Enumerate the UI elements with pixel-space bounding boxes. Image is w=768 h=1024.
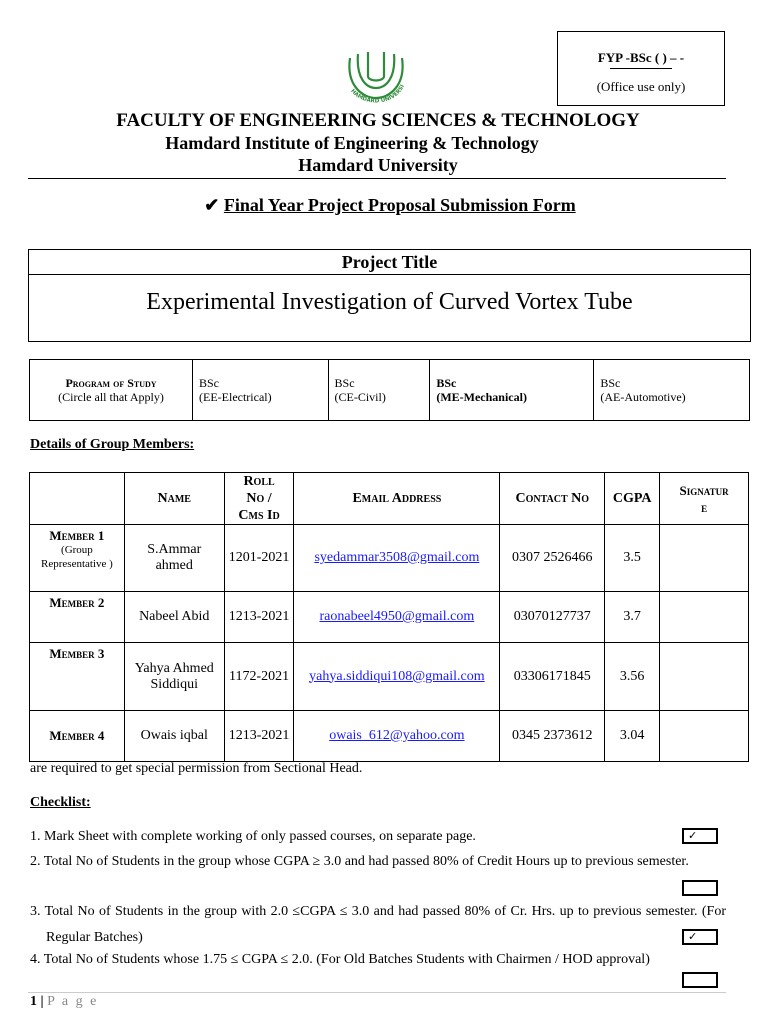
program-degree: BSc [334, 376, 355, 390]
checklist-checkbox-3[interactable]: ✓ [682, 929, 718, 945]
group-members-table [29, 472, 749, 762]
member-roll[interactable]: 1213-2021 [224, 592, 294, 643]
member-email[interactable] [294, 711, 500, 762]
table-row [30, 711, 749, 762]
email-link[interactable]: yahya.siddiqui108@gmail.com [309, 668, 485, 684]
member-email[interactable] [294, 643, 500, 711]
member-cgpa[interactable]: 3.56 [605, 643, 660, 711]
program-option-me[interactable] [430, 360, 594, 421]
footer-rule [28, 992, 726, 993]
header-roll-line: Roll [243, 474, 275, 489]
form-title [0, 195, 768, 216]
table-header-row [30, 473, 749, 525]
header-email: Email Address [294, 473, 500, 525]
header-member [30, 473, 125, 525]
member-label [30, 711, 125, 762]
program-name: (CE-Civil) [334, 390, 386, 404]
member-contact[interactable]: 03070127737 [500, 592, 605, 643]
university-heading: Hamdard University [298, 155, 458, 175]
program-name: (EE-Electrical) [199, 390, 272, 404]
logo-inner-u [368, 52, 384, 81]
header-signature-line: e [701, 499, 708, 515]
member-contact[interactable]: 0307 2526466 [500, 525, 605, 592]
project-title-value[interactable]: Experimental Investigation of Curved Vortex Tube [146, 289, 633, 315]
header-signature [660, 473, 749, 525]
checklist-checkbox-1[interactable]: ✓ [682, 828, 718, 844]
form-title-text: Final Year Project Proposal Submission Form [223, 195, 576, 215]
program-name: (AE-Automotive) [600, 390, 686, 404]
program-label: Program of Study [65, 376, 157, 390]
header-roll [224, 473, 294, 525]
svg-text:HAMDARD UNIVERSITY [338, 46, 406, 105]
checklist-num: 4. [30, 952, 41, 967]
checklist-text: Total No of Students in the group with 2.0 ≤CGPA ≤ 3.0 and had passed 80% of Cr. Hrs. up to previous semester. (For Regular Batches) [44, 904, 726, 945]
fyp-code-underline [610, 68, 672, 69]
program-of-study-table [29, 359, 750, 421]
member-signature[interactable] [660, 592, 749, 643]
checklist-num: 3. [30, 904, 41, 919]
member-signature[interactable] [660, 643, 749, 711]
checklist-heading: Checklist: [30, 795, 91, 810]
office-use-note: (Office use only) [596, 79, 686, 94]
member-label-text: Member 4 [49, 728, 105, 743]
member-roll[interactable]: 1172-2021 [224, 643, 294, 711]
checklist-item [30, 899, 726, 951]
page-word: P a g e [47, 994, 99, 1009]
member-contact[interactable]: 0345 2373612 [500, 711, 605, 762]
header-cgpa: CGPA [605, 473, 660, 525]
group-details-heading: Details of Group Members: [30, 437, 195, 452]
member-cgpa[interactable]: 3.7 [605, 592, 660, 643]
member-signature[interactable] [660, 711, 749, 762]
logo-middle-arc [358, 54, 395, 88]
fyp-code: FYP -BSc ( ) – - [597, 50, 685, 65]
faculty-heading: FACULTY OF ENGINEERING SCIENCES & TECHNOLOGY [116, 110, 640, 131]
member-name[interactable]: Nabeel Abid [124, 592, 224, 643]
program-degree: BSc [436, 376, 457, 390]
institute-heading: Hamdard Institute of Engineering & Technology [165, 133, 539, 153]
checklist-checkbox-4[interactable] [682, 972, 718, 988]
project-title-box [28, 249, 751, 342]
checklist-text: Mark Sheet with complete working of only passed courses, on separate page. [44, 829, 476, 844]
member-name[interactable]: S.Ammar ahmed [124, 525, 224, 592]
table-row [30, 643, 749, 711]
checklist-num: 1. [30, 829, 41, 844]
member-label [30, 592, 125, 643]
program-option-ae[interactable] [594, 360, 750, 421]
member-sublabel: (Group Representative ) [41, 544, 113, 570]
page-separator: | [40, 994, 44, 1009]
member-roll[interactable]: 1201-2021 [224, 525, 294, 592]
email-link[interactable]: raonabeel4950@gmail.com [319, 609, 475, 624]
header-contact: Contact No [500, 473, 605, 525]
table-row [30, 525, 749, 592]
checklist-text: Total No of Students in the group whose CGPA ≥ 3.0 and had passed 80% of Credit Hours up to previous semester. [43, 854, 689, 869]
program-name: (ME-Mechanical) [436, 390, 527, 404]
checklist-item [30, 849, 726, 875]
header-name: Name [124, 473, 224, 525]
member-name[interactable]: Yahya Ahmed Siddiqui [124, 643, 224, 711]
checklist-item [30, 824, 726, 849]
checkmark-icon: ✔ [204, 195, 220, 215]
project-title-heading: Project Title [29, 250, 750, 275]
checklist-checkbox-2[interactable] [682, 880, 718, 896]
member-contact[interactable]: 03306171845 [500, 643, 605, 711]
university-logo [338, 46, 414, 108]
office-use-box [557, 31, 725, 106]
member-label [30, 525, 125, 592]
page-footer [30, 994, 98, 1010]
member-cgpa[interactable]: 3.04 [605, 711, 660, 762]
member-email[interactable] [294, 592, 500, 643]
program-sublabel: (Circle all that Apply) [58, 390, 164, 404]
member-label [30, 643, 125, 711]
email-link[interactable]: owais_612@yahoo.com [329, 728, 465, 743]
table-row [30, 592, 749, 643]
header-roll-line: No / [246, 491, 272, 506]
program-degree: BSc [199, 376, 220, 390]
checklist-item [30, 951, 696, 968]
permission-note: are required to get special permission from Sectional Head. [30, 761, 363, 776]
program-label-cell [30, 360, 193, 421]
header-rule [28, 178, 726, 179]
member-label-text: Member 1 [49, 528, 105, 543]
member-cgpa[interactable]: 3.5 [605, 525, 660, 592]
member-email[interactable] [294, 525, 500, 592]
member-label-text: Member 3 [49, 646, 105, 661]
program-option-ee[interactable] [193, 360, 329, 421]
program-degree: BSc [600, 376, 621, 390]
checklist-text: Total No of Students whose 1.75 ≤ CGPA ≤ 2.0. (For Old Batches Students with Chairmen / HOD approval) [43, 952, 650, 967]
member-roll[interactable]: 1213-2021 [224, 711, 294, 762]
program-option-ce[interactable] [328, 360, 430, 421]
header-roll-line: Cms Id [238, 508, 280, 523]
email-link[interactable]: syedammar3508@gmail.com [314, 550, 480, 565]
checklist-num: 2. [30, 854, 41, 869]
member-signature[interactable] [660, 525, 749, 592]
header-signature-line: Signatur [679, 482, 729, 498]
page-number: 1 [30, 994, 37, 1009]
logo-text: HAMDARD UNIVERSI [349, 83, 406, 105]
member-label-text: Member 2 [49, 595, 105, 610]
member-name[interactable]: Owais iqbal [124, 711, 224, 762]
